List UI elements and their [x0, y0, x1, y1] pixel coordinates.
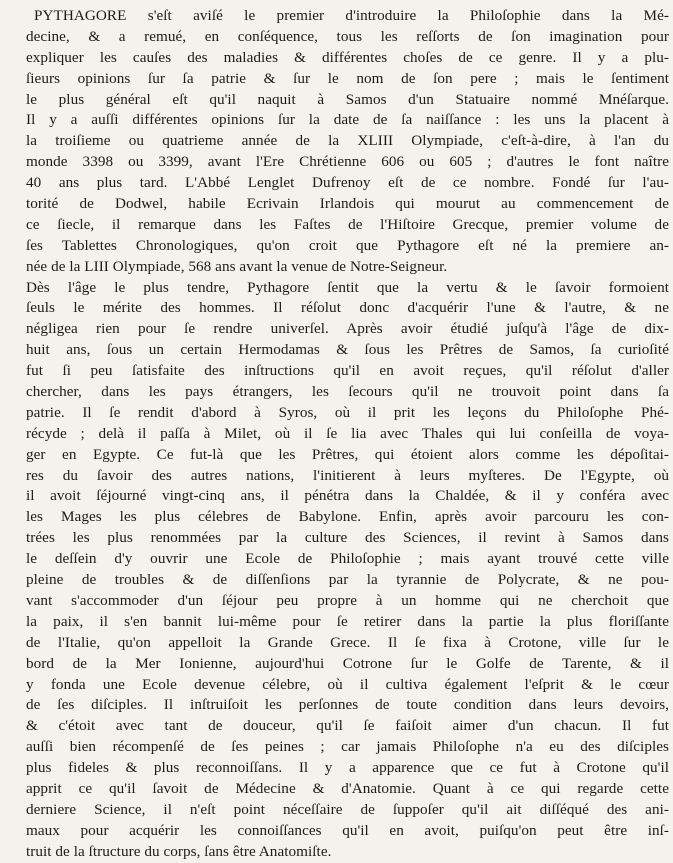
- text-line: y fonda une Ecole devenue célebre, où il cultiva également l'eſprit & le cœur: [26, 675, 669, 693]
- text-line: apprit ce qu'il ſavoit de Médecine & d'Anatomie. Quant à ce qui regarde cette: [26, 779, 669, 797]
- text-line: pleine de troubles & de diſſenſions par la tyrannie de Polycrate, & ne pou-: [26, 571, 669, 589]
- text-line: plus fideles & plus reconnoiſſans. Il y a apparence que ce fut à Crotone qu'il: [26, 759, 669, 777]
- text-line: négligea rien pour ſe rendre univerſel. Après avoir étudié juſqu'à l'âge de dix-: [26, 320, 669, 338]
- paragraph-1: [26, 6, 669, 278]
- text-line: bord de la Mer Ionienne, aujourd'hui Cotrone ſur le Golfe de Tarente, & il: [26, 654, 669, 672]
- text-line: de ſes diſciples. Il inſtruiſoit les perſonnes de toute condition dans leurs devoirs,: [26, 696, 669, 714]
- text-line: ſes Tablettes Chronologiques, qu'on croit que Pythagore eſt né la premiere an-: [26, 236, 669, 254]
- text-line: torité de Dodwel, habile Ecrivain Irlandois qui mourut au commencement de: [26, 195, 669, 213]
- text-line: PYTHAGORE s'eſt aviſé le premier d'introduire la Philoſophie dans la Mé-: [34, 7, 669, 24]
- text-line: auſſi bien récompenſé de ſes peines ; car jamais Philoſophe n'a eu des diſciples: [26, 738, 669, 756]
- text-line: maux pour acquérir les connoiſſances qu'il en avoit, puiſqu'on peut être inſ-: [26, 821, 669, 839]
- text-line: ſieurs opinions ſur ſa patrie & ſur le nom de ſon pere ; mais le ſentiment: [26, 69, 669, 87]
- text-line: la troiſieme ou quatrieme année de la XLIII Olympiade, c'eſt-à-dire, à l'an du: [26, 132, 669, 150]
- text-line: de l'Italie, qu'on appelloit la Grande Grece. Il ſe fixa à Crotone, ville ſur le: [26, 633, 669, 651]
- text-line: expliquer les cauſes des maladies & différentes choſes de ce genre. Il y a plu-: [26, 48, 669, 66]
- text-line: 40 ans plus tard. L'Abbé Lenglet Dufrenoy eſt de ce nombre. Fondé ſur l'au-: [26, 174, 669, 192]
- text-line: huit ans, ſous un certain Hermodamas & ſous les Prêtres de Samos, ſa curioſité: [26, 341, 669, 359]
- text-line: née de la LIII Olympiade, 568 ans avant la venue de Notre-Seigneur.: [26, 257, 448, 275]
- text-line: patrie. Il ſe rendit d'abord à Syros, où il prit les leçons du Philoſophe Phé-: [26, 403, 669, 421]
- text-line: derniere Science, il n'eſt point néceſſaire de ſuppoſer qu'il ait diſſéqué des ani-: [26, 800, 669, 818]
- text-line: ſeuls le mérite des hommes. Il réſolut donc d'acquérir l'une & l'autre, & ne: [26, 299, 669, 317]
- text-line: & c'étoit avec tant de douceur, qu'il ſe faiſoit aimer d'un chacun. Il fut: [26, 717, 669, 735]
- text-line: decine, & a remué, en conſéquence, tous les reſſorts de ſon imagination pour: [26, 27, 669, 45]
- text-line: le plus général eſt qu'il naquit à Samos d'un Statuaire nommé Mnéſarque.: [26, 90, 669, 108]
- text-line: Il y a auſſi différentes opinions ſur la date de ſa naiſſance : les uns la placent à: [26, 111, 669, 129]
- text-line: chercher, dans les pays étrangers, les ſecours qu'il ne trouvoit point dans ſa: [26, 383, 669, 401]
- text-line: truit de la ſtructure du corps, ſans être Anatomiſte.: [26, 842, 332, 860]
- text-line: res du ſavoir des autres nations, l'initierent à leurs myſteres. De l'Egypte, où: [26, 466, 669, 484]
- text-line: fut ſi peu ſatisfaite des inſtructions qu'il en avoit reçues, qu'il réſolut d'aller: [26, 362, 669, 380]
- text-line: le deſſein d'y ouvrir une Ecole de Philoſophie ; mais ayant trouvé cette ville: [26, 550, 669, 568]
- text-line: les Mages les plus célebres de Babylone. Enfin, après avoir parcouru les con-: [26, 508, 669, 526]
- text-line: ger en Egypte. Ce fut-là que les Prêtres, qui étoient alors comme les dépoſitai-: [26, 445, 669, 463]
- paragraph-2: [26, 278, 669, 863]
- text-line: la paix, il s'en bannit lui-même pour ſe retirer dans la partie la plus floriſſante: [26, 612, 669, 630]
- text-line: ce ſiecle, il remarque dans les Faſtes de l'Hiſtoire Grecque, premier volume de: [26, 215, 669, 233]
- text-line: récyde ; delà il paſſa à Milet, où il ſe lia avec Thales qui lui conſeilla de voya-: [26, 424, 669, 442]
- text-line: il avoit ſéjourné vingt-cinq ans, il pénétra dans la Chaldée, & il y conféra avec: [26, 487, 669, 505]
- text-line: monde 3398 ou 3399, avant l'Ere Chrétienne 606 ou 605 ; d'autres le font naître: [26, 153, 669, 171]
- text-line: Dès l'âge le plus tendre, Pythagore ſentit que la vertu & le ſavoir formoient: [26, 278, 669, 296]
- text-line: vant s'accommoder d'un ſéjour peu propre à un homme qui ne cherchoit que: [26, 591, 669, 609]
- text-line: trées les plus renommées par la culture des Sciences, il revint à Samos dans: [26, 529, 669, 547]
